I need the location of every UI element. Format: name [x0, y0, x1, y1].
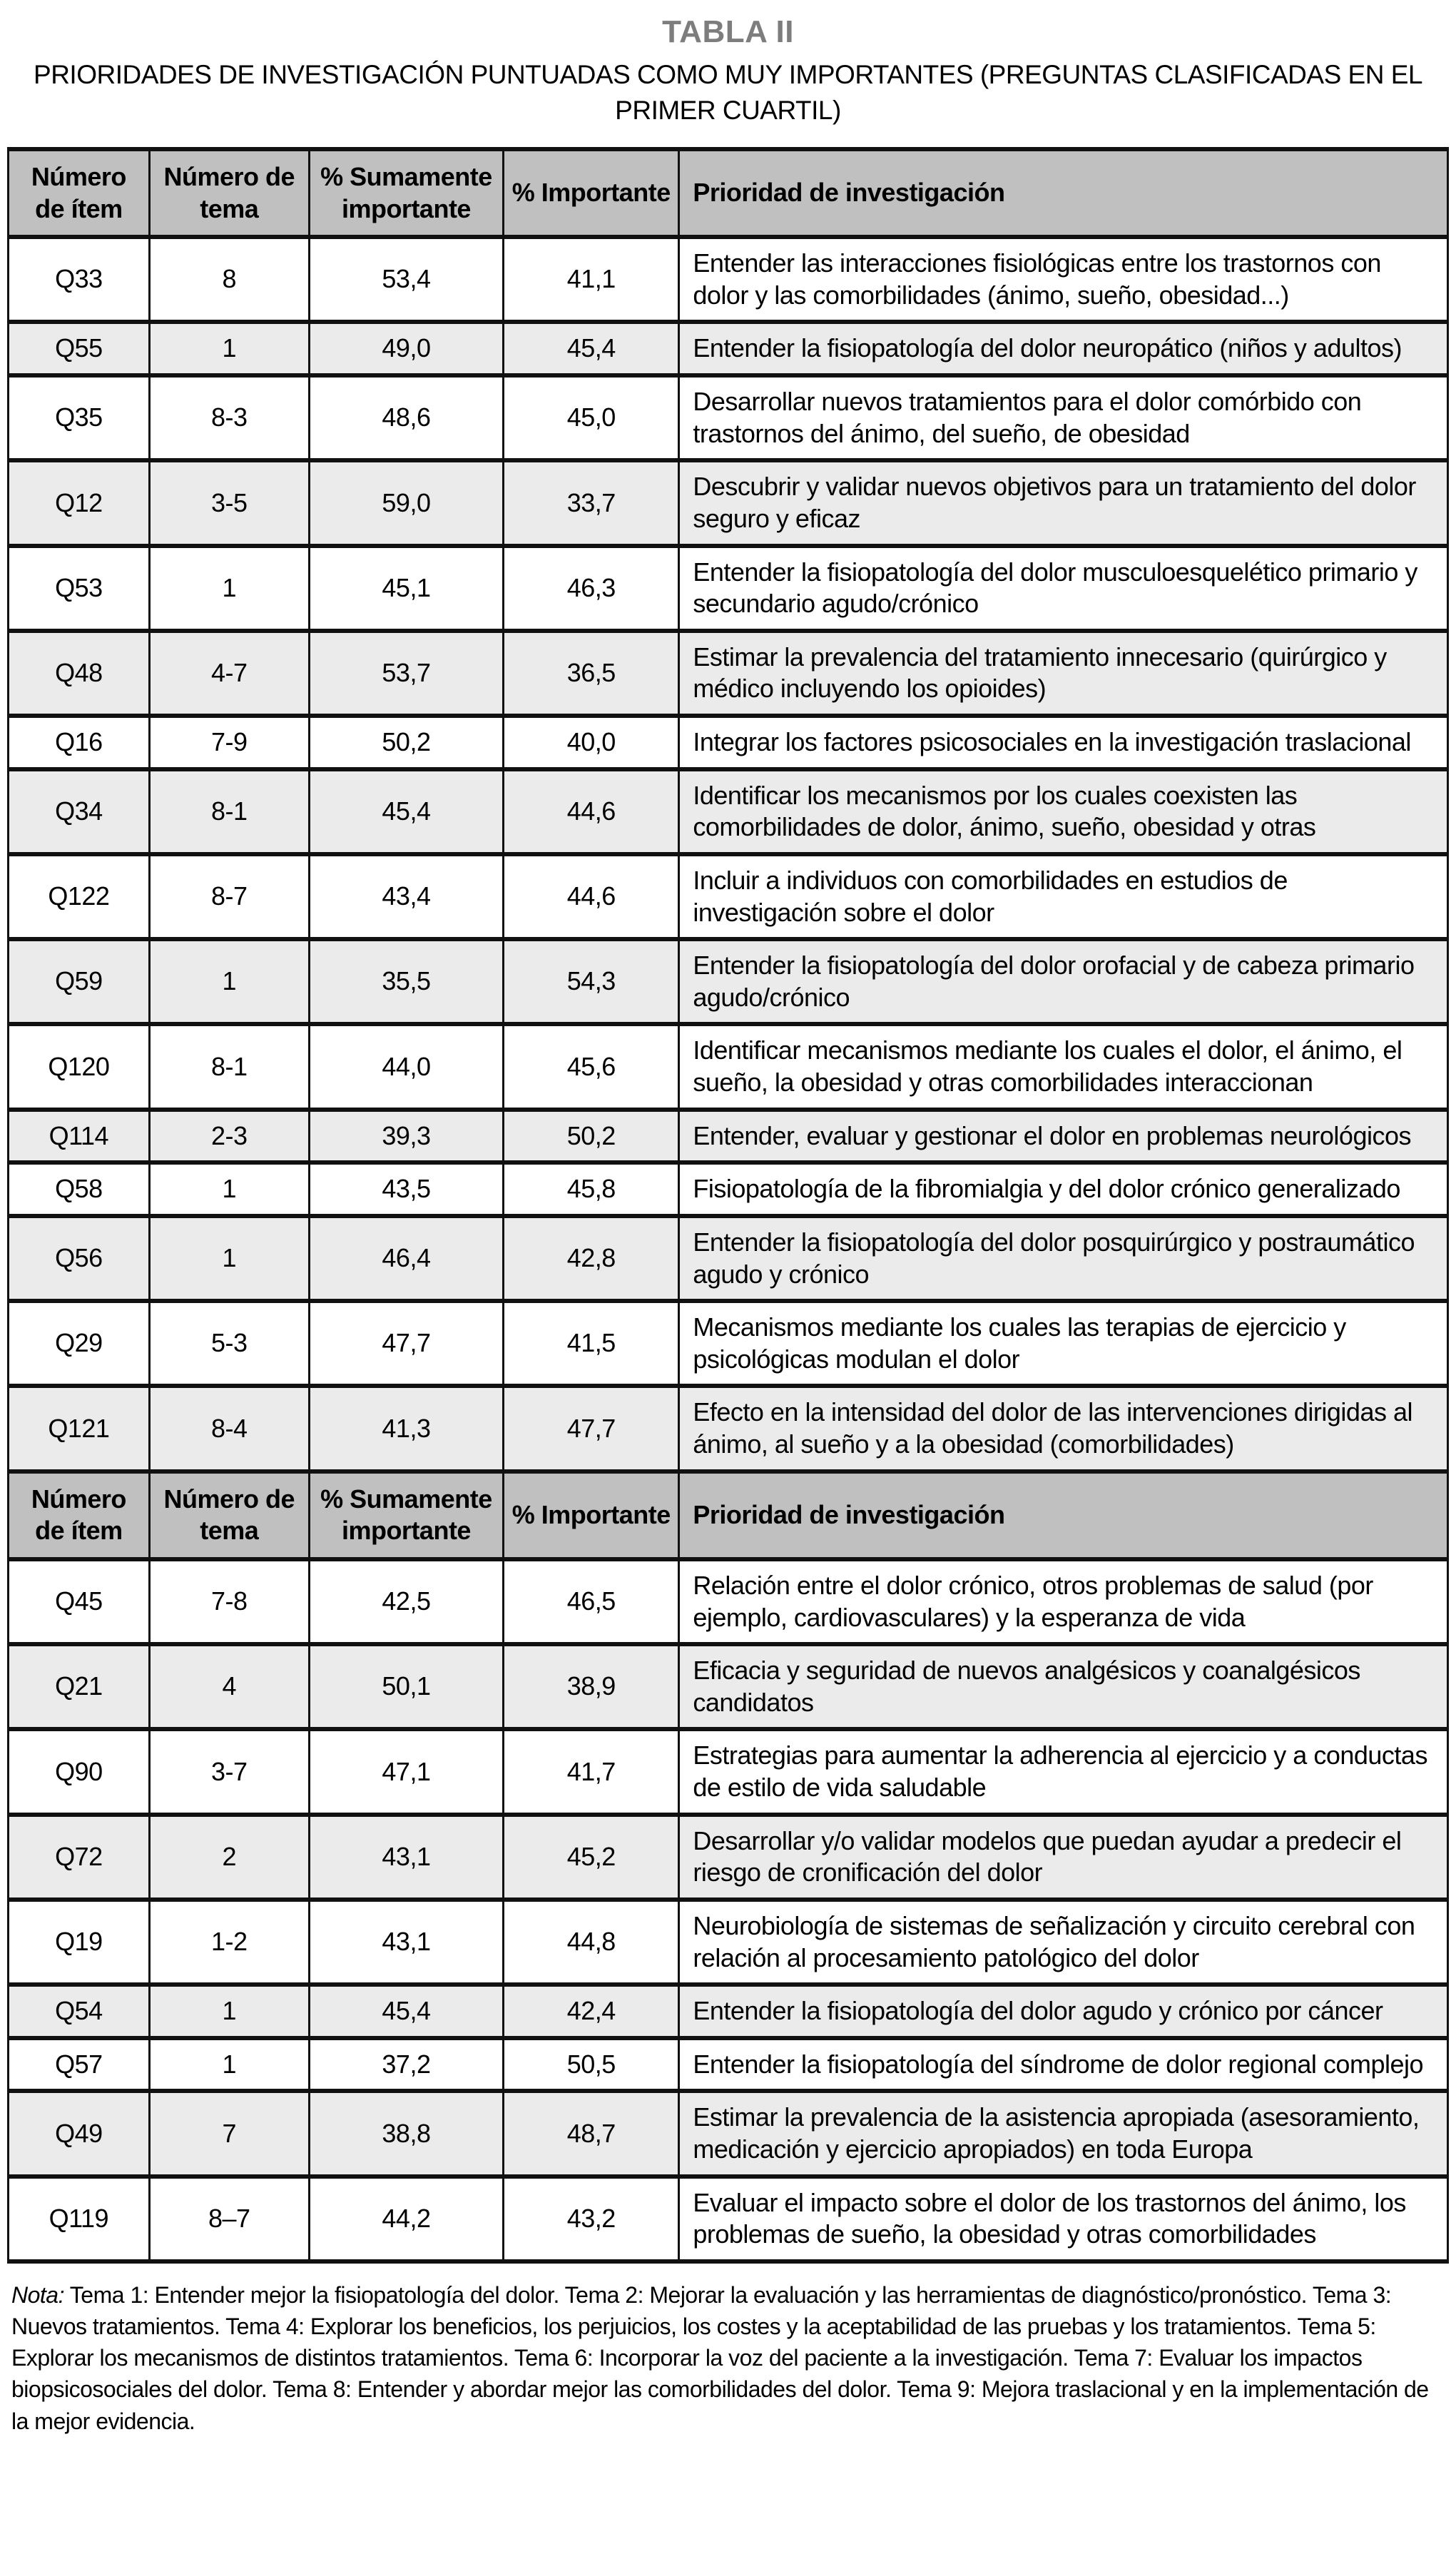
table-row	[9, 1110, 1448, 1163]
table-row	[9, 2177, 1448, 2261]
item-number-cell: Q49	[9, 2091, 150, 2176]
table-row	[9, 854, 1448, 939]
research-priority-cell: Desarrollar y/o validar modelos que puedan ayudar a predecir el riesgo de cronificación del dolor	[679, 1815, 1448, 1900]
extremely-important-pct-cell: 50,1	[309, 1644, 503, 1729]
theme-number-cell: 1	[149, 2038, 309, 2092]
theme-number-cell: 3-7	[149, 1729, 309, 1814]
important-pct-cell: 46,3	[504, 546, 679, 631]
item-number-cell: Q12	[9, 460, 150, 545]
research-priority-cell: Mecanismos mediante los cuales las terapias de ejercicio y psicológicas modulan el dolor	[679, 1301, 1448, 1386]
table-section-1	[9, 237, 1448, 1471]
research-priority-cell: Evaluar el impacto sobre el dolor de los trastornos del ánimo, los problemas de sueño, la obesidad y otras comorbilidades	[679, 2177, 1448, 2261]
research-priority-cell: Entender la fisiopatología del dolor neuropático (niños y adultos)	[679, 322, 1448, 375]
table-footnote	[7, 2279, 1449, 2437]
research-priority-cell: Entender la fisiopatología del dolor musculoesquelético primario y secundario agudo/crónico	[679, 546, 1448, 631]
item-number-cell: Q35	[9, 375, 150, 460]
important-pct-cell: 42,8	[504, 1216, 679, 1301]
table-row	[9, 460, 1448, 545]
item-number-cell: Q56	[9, 1216, 150, 1301]
table-row	[9, 2091, 1448, 2176]
item-number-cell: Q53	[9, 546, 150, 631]
table-row	[9, 716, 1448, 769]
research-priority-cell: Incluir a individuos con comorbilidades en estudios de investigación sobre el dolor	[679, 854, 1448, 939]
table-row	[9, 1900, 1448, 1985]
theme-number-cell: 8–7	[149, 2177, 309, 2261]
item-number-cell: Q33	[9, 237, 150, 322]
important-pct-cell: 50,2	[504, 1110, 679, 1163]
extremely-important-pct-cell: 43,5	[309, 1162, 503, 1216]
research-priority-cell: Identificar los mecanismos por los cuales coexisten las comorbilidades de dolor, ánimo, sueño, obesidad y otras	[679, 769, 1448, 854]
extremely-important-pct-cell: 53,7	[309, 631, 503, 716]
extremely-important-pct-cell: 45,4	[309, 769, 503, 854]
research-priority-cell: Entender la fisiopatología del síndrome de dolor regional complejo	[679, 2038, 1448, 2092]
column-header-1: Número de ítem	[9, 149, 150, 237]
table-row	[9, 1644, 1448, 1729]
important-pct-cell: 43,2	[504, 2177, 679, 2261]
research-priority-cell: Entender la fisiopatología del dolor posquirúrgico y postraumático agudo y crónico	[679, 1216, 1448, 1301]
theme-number-cell: 7-9	[149, 716, 309, 769]
important-pct-cell: 46,5	[504, 1559, 679, 1644]
research-priority-cell: Entender, evaluar y gestionar el dolor en problemas neurológicos	[679, 1110, 1448, 1163]
theme-number-cell: 7-8	[149, 1559, 309, 1644]
theme-number-cell: 1-2	[149, 1900, 309, 1985]
item-number-cell: Q48	[9, 631, 150, 716]
important-pct-cell: 41,5	[504, 1301, 679, 1386]
extremely-important-pct-cell: 45,4	[309, 1985, 503, 2038]
important-pct-cell: 48,7	[504, 2091, 679, 2176]
table-row	[9, 1815, 1448, 1900]
item-number-cell: Q121	[9, 1386, 150, 1471]
item-number-cell: Q122	[9, 854, 150, 939]
theme-number-cell: 1	[149, 1985, 309, 2038]
table-row	[9, 1386, 1448, 1471]
table-subtitle: PRIORIDADES DE INVESTIGACIÓN PUNTUADAS COMO MUY IMPORTANTES (PREGUNTAS CLASIFICADAS EN EL PRIMER CUARTIL)	[34, 60, 1422, 125]
theme-number-cell: 8-4	[149, 1386, 309, 1471]
research-priority-cell: Entender las interacciones fisiológicas entre los trastornos con dolor y las comorbilidades (ánimo, sueño, obesidad...)	[679, 237, 1448, 322]
item-number-cell: Q114	[9, 1110, 150, 1163]
table-row	[9, 1559, 1448, 1644]
theme-number-cell: 2-3	[149, 1110, 309, 1163]
theme-number-cell: 3-5	[149, 460, 309, 545]
table-row	[9, 769, 1448, 854]
footnote-text: Tema 1: Entender mejor la fisiopatología del dolor. Tema 2: Mejorar la evaluación y las herramientas de diagnóstico/pronóstico. Tema 3: Nuevos tratamientos. Tema 4: Explorar los beneficios, los perjuicios, los costes y la aceptabilidad de las pruebas y los tratamientos. Tema 5: Explorar los mecanismos de distintos tratamientos. Tema 6: Incorporar la voz del paciente a la investigación. Tema 7: Evaluar los impactos biopsicosociales del dolor. Tema 8: Entender y abordar mejor las comorbilidades del dolor. Tema 9: Mejora traslacional y en la implementación de la mejor evidencia.	[11, 2281, 1429, 2434]
extremely-important-pct-cell: 42,5	[309, 1559, 503, 1644]
important-pct-cell: 36,5	[504, 631, 679, 716]
extremely-important-pct-cell: 39,3	[309, 1110, 503, 1163]
important-pct-cell: 40,0	[504, 716, 679, 769]
priorities-table	[7, 147, 1449, 2264]
item-number-cell: Q57	[9, 2038, 150, 2092]
item-number-cell: Q90	[9, 1729, 150, 1814]
research-priority-cell: Eficacia y seguridad de nuevos analgésicos y coanalgésicos candidatos	[679, 1644, 1448, 1729]
item-number-cell: Q58	[9, 1162, 150, 1216]
important-pct-cell: 44,6	[504, 769, 679, 854]
important-pct-cell: 45,4	[504, 322, 679, 375]
extremely-important-pct-cell: 50,2	[309, 716, 503, 769]
extremely-important-pct-cell: 44,2	[309, 2177, 503, 2261]
research-priority-cell: Estimar la prevalencia del tratamiento innecesario (quirúrgico y médico incluyendo los opioides)	[679, 631, 1448, 716]
item-number-cell: Q54	[9, 1985, 150, 2038]
extremely-important-pct-cell: 38,8	[309, 2091, 503, 2176]
column-header-3: % Sumamente importante	[309, 1471, 503, 1559]
theme-number-cell: 1	[149, 546, 309, 631]
theme-number-cell: 4	[149, 1644, 309, 1729]
footnote-label: Nota:	[11, 2281, 64, 2308]
header-row	[9, 149, 1448, 237]
extremely-important-pct-cell: 53,4	[309, 237, 503, 322]
table-row	[9, 1301, 1448, 1386]
item-number-cell: Q59	[9, 939, 150, 1024]
research-priority-cell: Integrar los factores psicosociales en la investigación traslacional	[679, 716, 1448, 769]
column-header-5: Prioridad de investigación	[679, 1471, 1448, 1559]
research-priority-cell: Entender la fisiopatología del dolor orofacial y de cabeza primario agudo/crónico	[679, 939, 1448, 1024]
research-priority-cell: Efecto en la intensidad del dolor de las intervenciones dirigidas al ánimo, al sueño y a la obesidad (comorbilidades)	[679, 1386, 1448, 1471]
theme-number-cell: 8-7	[149, 854, 309, 939]
theme-number-cell: 1	[149, 939, 309, 1024]
theme-number-cell: 8	[149, 237, 309, 322]
important-pct-cell: 44,8	[504, 1900, 679, 1985]
important-pct-cell: 38,9	[504, 1644, 679, 1729]
research-priority-cell: Estrategias para aumentar la adherencia al ejercicio y a conductas de estilo de vida saludable	[679, 1729, 1448, 1814]
important-pct-cell: 41,7	[504, 1729, 679, 1814]
column-header-4: % Importante	[504, 1471, 679, 1559]
item-number-cell: Q119	[9, 2177, 150, 2261]
important-pct-cell: 50,5	[504, 2038, 679, 2092]
extremely-important-pct-cell: 48,6	[309, 375, 503, 460]
table-row	[9, 1162, 1448, 1216]
extremely-important-pct-cell: 49,0	[309, 322, 503, 375]
column-header-3: % Sumamente importante	[309, 149, 503, 237]
theme-number-cell: 8-3	[149, 375, 309, 460]
column-header-1: Número de ítem	[9, 1471, 150, 1559]
theme-number-cell: 7	[149, 2091, 309, 2176]
theme-number-cell: 8-1	[149, 1024, 309, 1109]
theme-number-cell: 8-1	[149, 769, 309, 854]
table-row	[9, 322, 1448, 375]
column-header-5: Prioridad de investigación	[679, 149, 1448, 237]
table-row	[9, 375, 1448, 460]
table-row	[9, 546, 1448, 631]
important-pct-cell: 45,0	[504, 375, 679, 460]
extremely-important-pct-cell: 43,4	[309, 854, 503, 939]
theme-number-cell: 4-7	[149, 631, 309, 716]
extremely-important-pct-cell: 45,1	[309, 546, 503, 631]
important-pct-cell: 44,6	[504, 854, 679, 939]
item-number-cell: Q29	[9, 1301, 150, 1386]
table-row	[9, 631, 1448, 716]
table-title: TABLA II	[662, 14, 794, 49]
important-pct-cell: 33,7	[504, 460, 679, 545]
theme-number-cell: 1	[149, 1216, 309, 1301]
theme-number-cell: 2	[149, 1815, 309, 1900]
theme-number-cell: 1	[149, 322, 309, 375]
research-priority-cell: Neurobiología de sistemas de señalización y circuito cerebral con relación al procesamiento patológico del dolor	[679, 1900, 1448, 1985]
table-row	[9, 1729, 1448, 1814]
theme-number-cell: 5-3	[149, 1301, 309, 1386]
important-pct-cell: 41,1	[504, 237, 679, 322]
item-number-cell: Q72	[9, 1815, 150, 1900]
column-header-2: Número de tema	[149, 149, 309, 237]
item-number-cell: Q55	[9, 322, 150, 375]
important-pct-cell: 54,3	[504, 939, 679, 1024]
research-priority-cell: Relación entre el dolor crónico, otros problemas de salud (por ejemplo, cardiovasculares) y la esperanza de vida	[679, 1559, 1448, 1644]
item-number-cell: Q16	[9, 716, 150, 769]
item-number-cell: Q120	[9, 1024, 150, 1109]
research-priority-cell: Identificar mecanismos mediante los cuales el dolor, el ánimo, el sueño, la obesidad y otras comorbilidades interaccionan	[679, 1024, 1448, 1109]
research-priority-cell: Entender la fisiopatología del dolor agudo y crónico por cáncer	[679, 1985, 1448, 2038]
extremely-important-pct-cell: 41,3	[309, 1386, 503, 1471]
extremely-important-pct-cell: 47,1	[309, 1729, 503, 1814]
important-pct-cell: 45,8	[504, 1162, 679, 1216]
column-header-4: % Importante	[504, 149, 679, 237]
item-number-cell: Q45	[9, 1559, 150, 1644]
research-priority-cell: Descubrir y validar nuevos objetivos para un tratamiento del dolor seguro y eficaz	[679, 460, 1448, 545]
item-number-cell: Q21	[9, 1644, 150, 1729]
table-row	[9, 1985, 1448, 2038]
header-row	[9, 1471, 1448, 1559]
extremely-important-pct-cell: 37,2	[309, 2038, 503, 2092]
table-row	[9, 2038, 1448, 2092]
theme-number-cell: 1	[149, 1162, 309, 1216]
column-header-2: Número de tema	[149, 1471, 309, 1559]
extremely-important-pct-cell: 46,4	[309, 1216, 503, 1301]
research-priority-cell: Estimar la prevalencia de la asistencia apropiada (asesoramiento, medicación y ejercicio apropiados) en toda Europa	[679, 2091, 1448, 2176]
extremely-important-pct-cell: 47,7	[309, 1301, 503, 1386]
item-number-cell: Q34	[9, 769, 150, 854]
extremely-important-pct-cell: 43,1	[309, 1815, 503, 1900]
item-number-cell: Q19	[9, 1900, 150, 1985]
extremely-important-pct-cell: 35,5	[309, 939, 503, 1024]
important-pct-cell: 42,4	[504, 1985, 679, 2038]
extremely-important-pct-cell: 43,1	[309, 1900, 503, 1985]
important-pct-cell: 45,2	[504, 1815, 679, 1900]
extremely-important-pct-cell: 44,0	[309, 1024, 503, 1109]
table-row	[9, 237, 1448, 322]
extremely-important-pct-cell: 59,0	[309, 460, 503, 545]
table-section-2	[9, 1559, 1448, 2261]
table-row	[9, 1216, 1448, 1301]
research-priority-cell: Fisiopatología de la fibromialgia y del dolor crónico generalizado	[679, 1162, 1448, 1216]
research-priority-cell: Desarrollar nuevos tratamientos para el dolor comórbido con trastornos del ánimo, del sueño, de obesidad	[679, 375, 1448, 460]
table-row	[9, 1024, 1448, 1109]
table-row	[9, 939, 1448, 1024]
important-pct-cell: 47,7	[504, 1386, 679, 1471]
important-pct-cell: 45,6	[504, 1024, 679, 1109]
